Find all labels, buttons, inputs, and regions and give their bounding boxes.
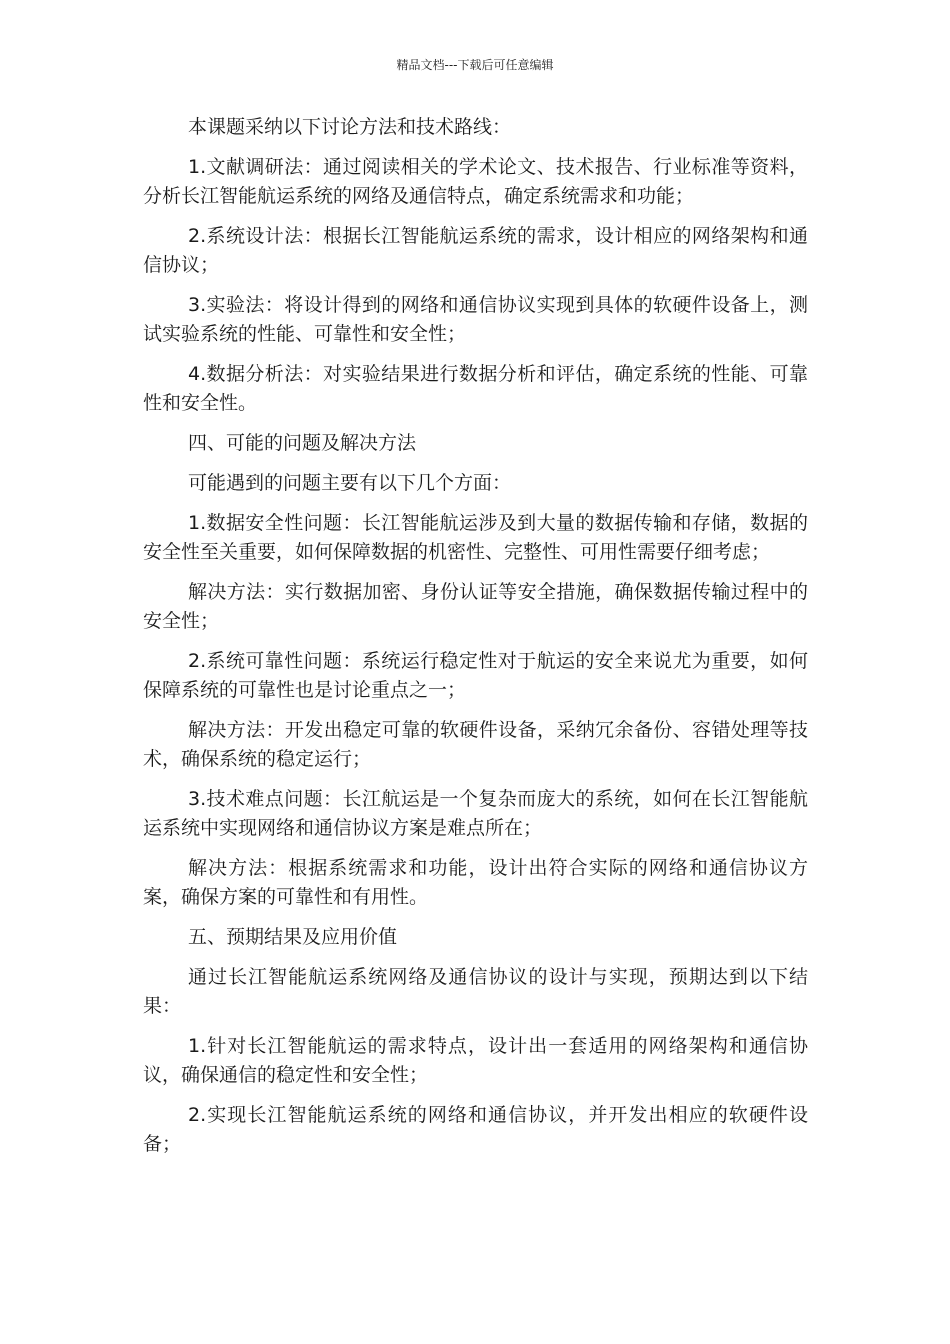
paragraph-problem-data-security: 1.数据安全性问题：长江智能航运涉及到大量的数据传输和存储，数据的安全性至关重要，如何保障数据的机密性、完整性、可用性需要仔细考虑；: [143, 512, 808, 563]
paragraph-method-system-design: 2.系统设计法：根据长江智能航运系统的需求，设计相应的网络架构和通信协议；: [143, 225, 808, 276]
page-header: 精品文档---下载后可任意编辑: [396, 58, 554, 72]
paragraph-problem-reliability: 2.系统可靠性问题：系统运行稳定性对于航运的安全来说尤为重要，如何保障系统的可靠性也是讨论重点之一；: [143, 650, 808, 701]
paragraph-expected-result-1: 1.针对长江智能航运的需求特点，设计出一套适用的网络架构和通信协议，确保通信的稳定性和安全性；: [143, 1035, 808, 1086]
paragraph-problems-intro: 可能遇到的问题主要有以下几个方面：: [188, 472, 512, 494]
paragraph-method-data-analysis: 4.数据分析法：对实验结果进行数据分析和评估，确定系统的性能、可靠性和安全性。: [143, 363, 808, 414]
paragraph-solution-technical: 解决方法：根据系统需求和功能，设计出符合实际的网络和通信协议方案，确保方案的可靠性和有用性。: [143, 857, 808, 908]
paragraph-method-experiment: 3.实验法：将设计得到的网络和通信协议实现到具体的软硬件设备上，测试实验系统的性能、可靠性和安全性；: [143, 294, 808, 345]
section-heading-problems: 四、可能的问题及解决方法: [188, 432, 417, 454]
paragraph-research-methods-intro: 本课题采纳以下讨论方法和技术路线：: [188, 116, 512, 138]
document-body: [143, 113, 808, 1170]
section-heading-expected-results: 五、预期结果及应用价值: [188, 926, 398, 948]
paragraph-expected-result-2: 2.实现长江智能航运系统的网络和通信协议，并开发出相应的软硬件设备；: [143, 1104, 808, 1155]
paragraph-solution-data-security: 解决方法：实行数据加密、身份认证等安全措施，确保数据传输过程中的安全性；: [143, 581, 808, 632]
paragraph-expected-intro: 通过长江智能航运系统网络及通信协议的设计与实现，预期达到以下结果：: [143, 966, 808, 1017]
paragraph-method-literature: 1.文献调研法：通过阅读相关的学术论文、技术报告、行业标准等资料，分析长江智能航运系统的网络及通信特点，确定系统需求和功能；: [143, 156, 808, 207]
paragraph-problem-technical: 3.技术难点问题：长江航运是一个复杂而庞大的系统，如何在长江智能航运系统中实现网络和通信协议方案是难点所在；: [143, 788, 808, 839]
paragraph-solution-reliability: 解决方法：开发出稳定可靠的软硬件设备，采纳冗余备份、容错处理等技术，确保系统的稳定运行；: [143, 719, 808, 770]
